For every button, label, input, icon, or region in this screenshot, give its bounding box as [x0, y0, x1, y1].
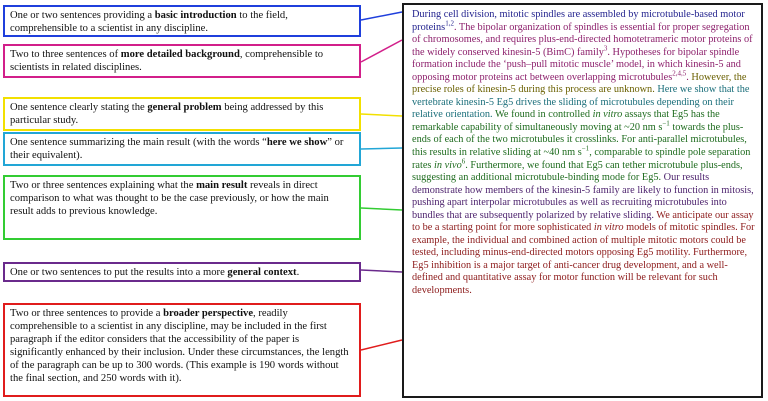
guide-text: One sentence summarizing the main result (with the words “	[10, 137, 267, 148]
guide-text: , readily comprehensible to a scientist in any discipline, may be included in the first paragraph if the editor considers that the accessibility of the paper is significantly enhanced by their inclusion. Under these circumstances, the length of the paragraph can be up to 300 words. (This example is 190 words without the final section, and 250 words with it).	[10, 308, 349, 384]
guide-text: One or two sentences to put the results into a more	[10, 267, 228, 278]
guide-keyword: more detailed background	[120, 49, 240, 60]
abstract-problem: However, the precise roles of kinesin-5 during this process are unknown.	[412, 71, 747, 96]
connector-result	[361, 148, 402, 149]
connector-perspective	[361, 340, 402, 350]
guide-box-main-result	[3, 132, 361, 166]
guide-keyword: main result	[196, 180, 248, 191]
connector-background	[361, 40, 402, 62]
guide-box-background	[3, 44, 361, 78]
abstract-perspective: We anticipate our assay to be a starting point for more sophisticated in vitro models of mitotic spindles. For example, the individual and combined action of multiple mitotic motors could be tested, including minus-end-directed motors opposing Eg5 motility. Furthermore, Eg5 inhibition is a major target of anti-cancer drug development, and a well-defined and quantitative assay for motor function will be relevant for such developments.	[412, 209, 755, 297]
abstract-comparison: We found in controlled in vitro assays that Eg5 has the remarkable capability of simultaneously moving at ~20 nm $s^{-1}$ towards the plus-ends of each of the two microtubules it crosslinks. For anti-parallel microtubules, this results in relative sliding at ~40 nm $s^{-1}$, comparable to spindle pole separation rates in vivo$^6$. Furthermore, we found that Eg5 can tether microtubule plus-ends, suggesting an additional microtubule-binding mode for Eg5.	[412, 109, 751, 184]
guide-text: .	[296, 267, 300, 278]
connector-intro	[361, 12, 402, 20]
abstract-intro: During cell division, mitotic spindles are assembled by microtubule-based motor proteins$^{1,2}$	[412, 9, 745, 33]
guide-text: reveals in direct comparison to what was thought to be the case previously, or how the main result adds to previous knowledge.	[10, 180, 329, 217]
guide-text: One or two sentences providing a	[10, 10, 155, 21]
connector-problem	[361, 114, 402, 116]
abstract-paragraph	[402, 3, 763, 398]
guide-text: Two or three sentences explaining what the	[10, 180, 197, 191]
abstract-result: Here we show that the vertebrate kinesin-5 Eg5 drives the sliding of microtubules depending on their relative orientation.	[412, 84, 750, 121]
guide-box-general-problem	[3, 97, 361, 131]
connector-comparison	[361, 208, 402, 210]
guide-text: One sentence clearly stating the	[10, 102, 148, 113]
guide-text: to the field, comprehensible to a scientist in any discipline.	[10, 10, 288, 34]
guide-keyword: general problem	[147, 102, 222, 113]
guide-text: Two or three sentences to provide a	[10, 308, 164, 319]
guide-keyword: general context	[227, 267, 297, 278]
guide-keyword: broader perspective	[163, 308, 254, 319]
guide-box-broader-perspective	[3, 303, 361, 397]
guide-box-general-context	[3, 262, 361, 282]
connector-context	[361, 270, 402, 272]
abstract-context: Our results demonstrate how members of the kinesin-5 family are likely to function in mitosis, pushing apart interpolar microtubules as well as recruiting microtubules into bundles that are subsequently polarized by relative sliding.	[412, 172, 754, 221]
guide-keyword: basic introduction	[154, 10, 237, 21]
guide-keyword: here we show	[266, 137, 328, 148]
guide-text: Two to three sentences of	[10, 49, 121, 60]
guide-box-introduction	[3, 5, 361, 37]
guide-box-comparison	[3, 175, 361, 240]
abstract-background: . The bipolar organization of spindles is essential for proper segregation of chromosomes, and requires plus-end-directed homotetrameric motor proteins of the widely conserved kinesin-5 (BimC) family$^3$. Hypotheses for bipolar spindle formation include the ‘push–pull mitotic muscle’ model, in which kinesin-5 and opposing motor proteins act between overlapping microtubules$^{2,4,5}$.	[412, 21, 753, 83]
guide-text: ” or their equivalent).	[10, 137, 344, 161]
guide-text: being addressed by this particular study.	[10, 102, 324, 126]
guide-text: , comprehensible to scientists in related disciplines.	[10, 49, 324, 73]
